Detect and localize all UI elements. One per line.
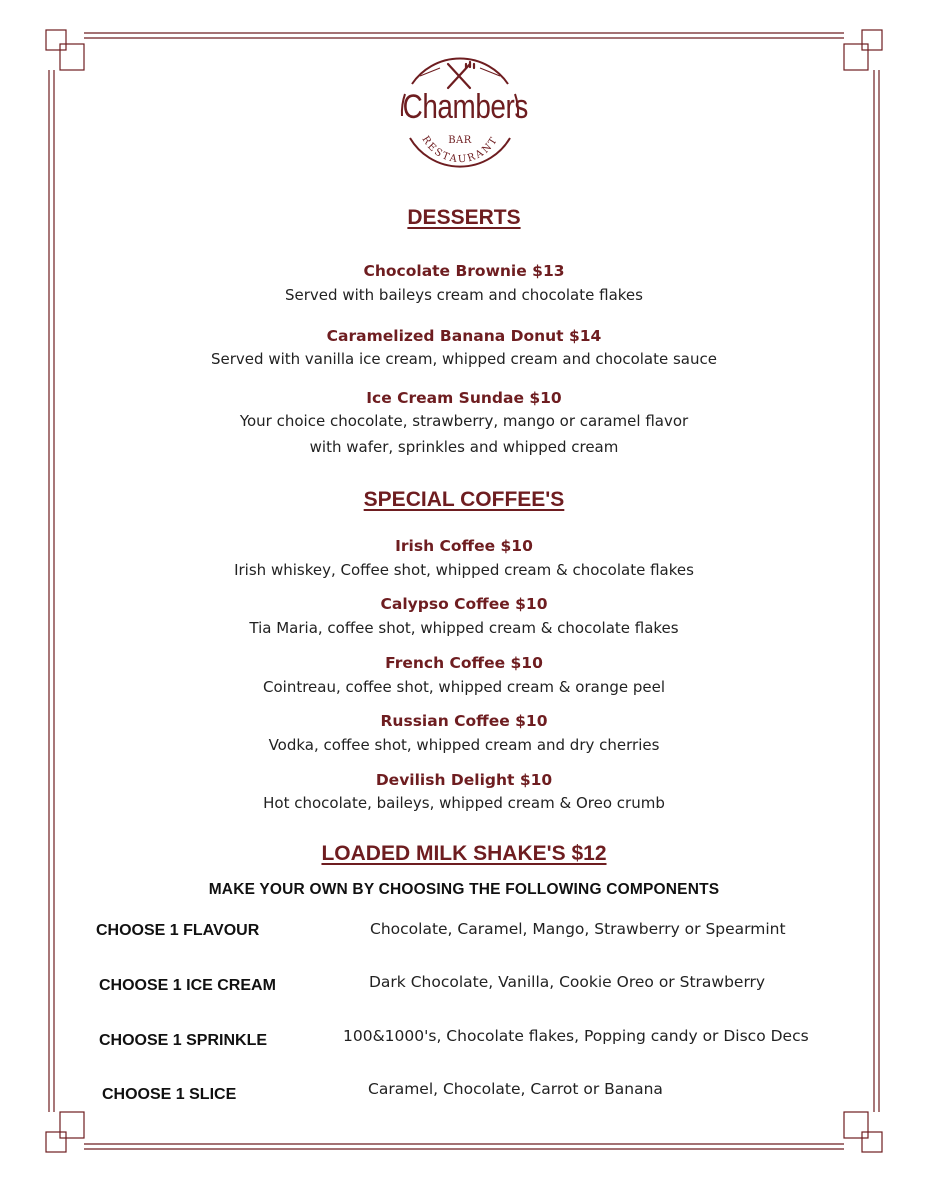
component-label: CHOOSE 1 FLAVOUR xyxy=(96,922,260,939)
corner-ornament-tr xyxy=(844,30,882,70)
dessert-item-desc: Served with vanilla ice cream, whipped cream and chocolate sauce xyxy=(211,350,717,368)
coffee-item-name: Devilish Delight $10 xyxy=(375,771,553,789)
coffee-item-desc: Irish whiskey, Coffee shot, whipped cream & chocolate flakes xyxy=(234,561,694,579)
coffee-item-name: Russian Coffee $10 xyxy=(380,712,548,730)
corner-ornament-br xyxy=(844,1112,882,1152)
coffee-item-desc: Tia Maria, coffee shot, whipped cream & chocolate flakes xyxy=(249,619,679,637)
crossed-cutlery-icon xyxy=(448,62,474,88)
coffees-title: SPECIAL COFFEE'S xyxy=(363,488,565,511)
dessert-item-desc: Your choice chocolate, strawberry, mango or caramel flavor xyxy=(239,412,689,430)
component-options: Caramel, Chocolate, Carrot or Banana xyxy=(368,1080,663,1098)
dessert-item-name: Caramelized Banana Donut $14 xyxy=(326,327,602,345)
component-options: Dark Chocolate, Vanilla, Cookie Oreo or Strawberry xyxy=(369,973,766,991)
dessert-item-desc: with wafer, sprinkles and whipped cream xyxy=(309,438,619,456)
component-label: CHOOSE 1 ICE CREAM xyxy=(99,977,276,994)
component-options: 100&1000's, Chocolate flakes, Popping candy or Disco Decs xyxy=(343,1027,809,1045)
desserts-title: DESSERTS xyxy=(407,206,521,229)
component-options: Chocolate, Caramel, Mango, Strawberry or Spearmint xyxy=(370,920,786,938)
coffee-item-desc: Vodka, coffee shot, whipped cream and dry cherries xyxy=(268,736,660,754)
logo-name: Chambers xyxy=(402,88,528,126)
component-label: CHOOSE 1 SLICE xyxy=(102,1086,237,1103)
corner-ornament-tl xyxy=(46,30,84,70)
dessert-item-name: Chocolate Brownie $13 xyxy=(363,262,565,280)
coffee-item-name: Irish Coffee $10 xyxy=(395,537,533,555)
coffee-item-name: French Coffee $10 xyxy=(385,654,543,672)
corner-ornament-bl xyxy=(46,1112,84,1152)
coffee-item-desc: Cointreau, coffee shot, whipped cream & orange peel xyxy=(263,678,665,696)
milkshakes-subtitle: MAKE YOUR OWN BY CHOOSING THE FOLLOWING COMPONENTS xyxy=(208,881,720,898)
milkshakes-title: LOADED MILK SHAKE'S $12 xyxy=(321,842,607,865)
coffee-item-desc: Hot chocolate, baileys, whipped cream & Oreo crumb xyxy=(263,794,665,812)
component-label: CHOOSE 1 SPRINKLE xyxy=(99,1032,268,1049)
logo-bar-text: BAR xyxy=(448,135,472,146)
logo-restaurant-text: RESTAURANT xyxy=(419,134,501,166)
dessert-item-desc: Served with baileys cream and chocolate flakes xyxy=(285,286,643,304)
coffee-item-name: Calypso Coffee $10 xyxy=(380,595,548,613)
dessert-item-name: Ice Cream Sundae $10 xyxy=(366,389,562,407)
